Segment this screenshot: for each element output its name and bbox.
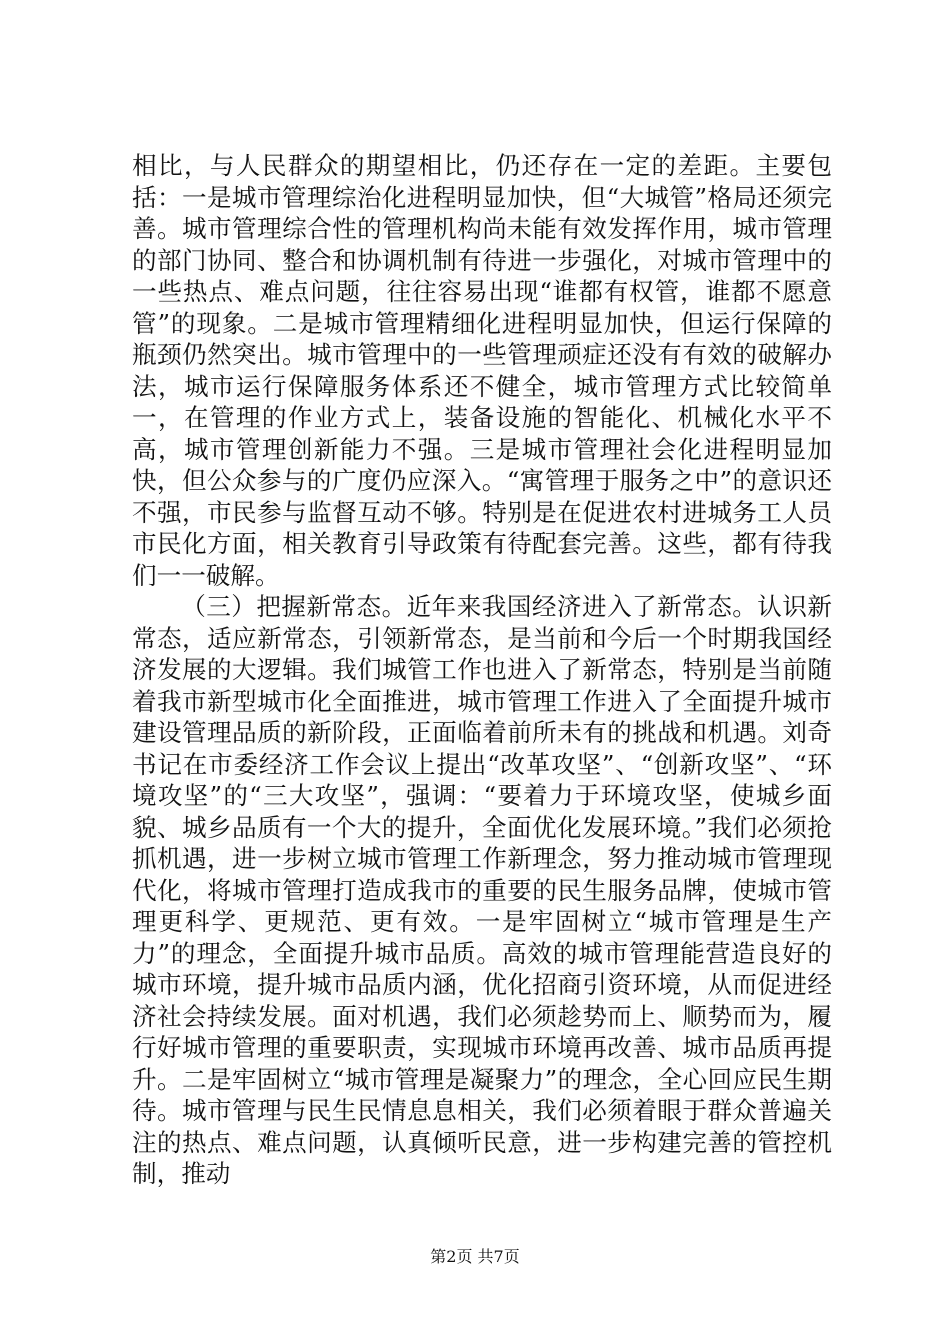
- page-number-footer: 第2页 共7页: [430, 1247, 520, 1266]
- body-paragraph-1: 相比，与人民群众的期望相比，仍还存在一定的差距。主要包括：一是城市管理综治化进程明显加快，但“大城管”格局还须完善。城市管理综合性的管理机构尚未能有效发挥作用，城市管理的部门协同、整合和协调机制有待进一步强化，对城市管理中的一些热点、难点问题，往往容易出现“谁都有权管，谁都不愿意管”的现象。二是城市管理精细化进程明显加快，但运行保障的瓶颈仍然突出。城市管理中的一些管理顽症还没有有效的破解办法，城市运行保障服务体系还不健全，城市管理方式比较简单一，在管理的作业方式上，装备设施的智能化、机械化水平不高，城市管理创新能力不强。三是城市管理社会化进程明显加快，但公众参与的广度仍应深入。“寓管理于服务之中”的意识还不强，市民参与监督互动不够。特别是在促进农村进城务工人员市民化方面，相关教育引导政策有待配套完善。这些，都有待我们一一破解。: [132, 151, 832, 590]
- body-paragraph-2: （三）把握新常态。近年来我国经济进入了新常态。认识新常态，适应新常态，引领新常态，是当前和今后一个时期我国经济发展的大逻辑。我们城管工作也进入了新常态，特别是当前随着我市新型城市化全面推进，城市管理工作进入了全面提升城市建设管理品质的新阶段，正面临着前所未有的挑战和机遇。刘奇书记在市委经济工作会议上提出“改革攻坚”、“创新攻坚”、“环境攻坚”的“三大攻坚”，强调：“要着力于环境攻坚，使城乡面貌、城乡品质有一个大的提升，全面优化发展环境。”我们必须抢抓机遇，进一步树立城市管理工作新理念，努力推动城市管理现代化，将城市管理打造成我市的重要的民生服务品牌，使城市管理更科学、更规范、更有效。一是牢固树立“城市管理是生产力”的理念，全面提升城市品质。高效的城市管理能营造良好的城市环境，提升城市品质内涵，优化招商引资环境，从而促进经济社会持续发展。面对机遇，我们必须趁势而上、顺势而为，履行好城市管理的重要职责，实现城市环境再改善、城市品质再提升。二是牢固树立“城市管理是凝聚力”的理念，全心回应民生期待。城市管理与民生民情息息相关，我们必须着眼于群众普遍关注的热点、难点问题，认真倾听民意，进一步构建完善的管控机制，推动: [132, 592, 832, 1188]
- document-body: [132, 150, 832, 1190]
